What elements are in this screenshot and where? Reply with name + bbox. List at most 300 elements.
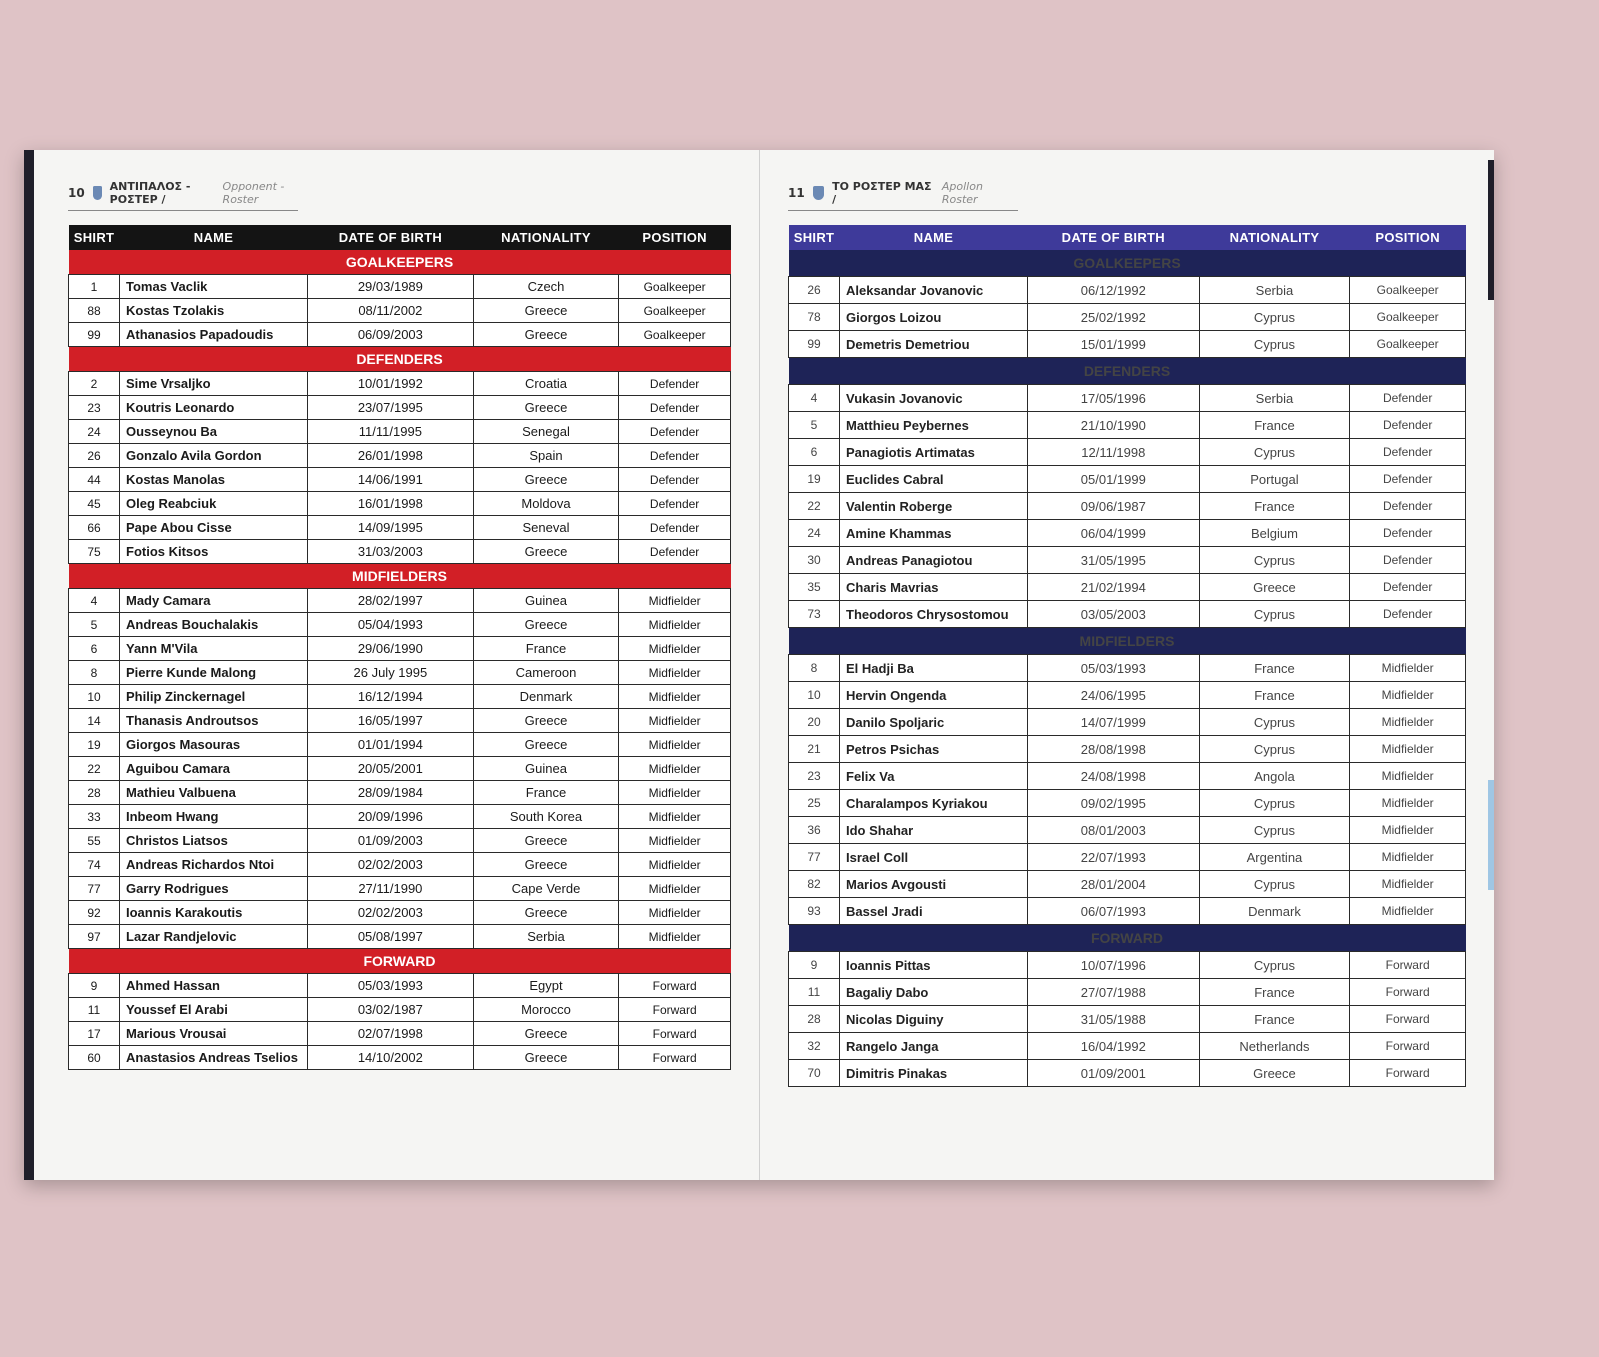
nationality-cell: Greece [473,299,618,323]
table-row [69,589,731,613]
shirt-cell: 22 [789,493,840,520]
position-cell: Defender [619,444,731,468]
page-title-english: Apollon Roster [941,180,983,206]
name-cell: El Hadji Ba [840,655,1028,682]
table-row [69,781,731,805]
right-page [759,150,1494,1180]
shirt-cell: 73 [789,601,840,628]
position-cell: Midfielder [1350,790,1466,817]
name-cell: Amine Khammas [840,520,1028,547]
dob-cell: 14/09/1995 [308,516,474,540]
shirt-cell: 92 [69,901,120,925]
shirt-cell: 35 [789,574,840,601]
position-cell: Forward [1350,1006,1466,1033]
page-number: 11 [788,186,805,200]
shirt-cell: 74 [69,853,120,877]
name-cell: Ido Shahar [840,817,1028,844]
name-cell: Panagiotis Artimatas [840,439,1028,466]
dob-cell: 14/06/1991 [308,468,474,492]
name-cell: Felix Va [840,763,1028,790]
name-cell: Inbeom Hwang [120,805,308,829]
name-cell: Andreas Panagiotou [840,547,1028,574]
table-row [789,1033,1466,1060]
name-cell: Koutris Leonardo [120,396,308,420]
dob-cell: 26/01/1998 [308,444,474,468]
table-row [789,763,1466,790]
name-cell: Pape Abou Cisse [120,516,308,540]
nationality-cell: Cyprus [1199,601,1350,628]
dob-cell: 20/05/2001 [308,757,474,781]
name-cell: Giorgos Masouras [120,733,308,757]
header-row [69,225,731,250]
shirt-cell: 77 [69,877,120,901]
table-row [69,661,731,685]
name-cell: Anastasios Andreas Tselios [120,1046,308,1070]
dob-cell: 01/09/2003 [308,829,474,853]
name-cell: Tomas Vaclik [120,275,308,299]
shirt-cell: 32 [789,1033,840,1060]
nationality-cell: Morocco [473,998,618,1022]
position-cell: Defender [1350,412,1466,439]
shirt-cell: 25 [789,790,840,817]
shirt-cell: 9 [789,952,840,979]
nationality-cell: Senegal [473,420,618,444]
name-cell: Valentin Roberge [840,493,1028,520]
position-cell: Midfielder [619,733,731,757]
page-header [68,180,298,211]
dob-cell: 26 July 1995 [308,661,474,685]
shirt-cell: 33 [69,805,120,829]
name-cell: Aguibou Camara [120,757,308,781]
page-title-greek: ΑΝΤΙΠΑΛΟΣ - ΡΟΣΤΕΡ / [109,180,191,206]
table-row [69,396,731,420]
shirt-cell: 26 [789,277,840,304]
dob-cell: 25/02/1992 [1028,304,1200,331]
position-cell: Midfielder [1350,682,1466,709]
position-cell: Defender [1350,493,1466,520]
nationality-cell: Cyprus [1199,547,1350,574]
nationality-cell: Greece [473,901,618,925]
dob-cell: 03/02/1987 [308,998,474,1022]
shirt-cell: 10 [69,685,120,709]
shirt-cell: 11 [789,979,840,1006]
position-cell: Defender [619,468,731,492]
column-header-nationality: NATIONALITY [473,225,618,250]
position-cell: Midfielder [1350,709,1466,736]
dob-cell: 14/10/2002 [308,1046,474,1070]
table-row [789,817,1466,844]
shirt-cell: 10 [789,682,840,709]
shirt-cell: 55 [69,829,120,853]
name-cell: Demetris Demetriou [840,331,1028,358]
name-cell: Ioannis Pittas [840,952,1028,979]
nationality-cell: Guinea [473,757,618,781]
table-row [789,709,1466,736]
name-cell: Bagaliy Dabo [840,979,1028,1006]
dob-cell: 21/02/1994 [1028,574,1200,601]
dob-cell: 10/07/1996 [1028,952,1200,979]
column-header-position: POSITION [1350,225,1466,250]
page-title-greek: ΤΟ ΡΟΣΤΕΡ ΜΑΣ / [832,180,932,206]
position-cell: Goalkeeper [1350,331,1466,358]
table-row [789,736,1466,763]
nationality-cell: Greece [473,829,618,853]
table-row [69,1046,731,1070]
dob-cell: 01/09/2001 [1028,1060,1200,1087]
table-row [69,733,731,757]
name-cell: Thanasis Androutsos [120,709,308,733]
group-row [69,250,731,275]
table-row [789,790,1466,817]
shirt-cell: 21 [789,736,840,763]
edge-tab [1488,160,1494,300]
club-crest-icon [93,186,102,200]
shirt-cell: 60 [69,1046,120,1070]
name-cell: Danilo Spoljaric [840,709,1028,736]
position-cell: Midfielder [619,709,731,733]
table-row [789,304,1466,331]
dob-cell: 16/04/1992 [1028,1033,1200,1060]
shirt-cell: 24 [789,520,840,547]
group-label: MIDFIELDERS [789,628,1466,655]
dob-cell: 06/12/1992 [1028,277,1200,304]
nationality-cell: Denmark [473,685,618,709]
dob-cell: 16/05/1997 [308,709,474,733]
nationality-cell: Cape Verde [473,877,618,901]
table-row [789,1060,1466,1087]
shirt-cell: 8 [69,661,120,685]
roster-table [788,225,1466,1087]
position-cell: Defender [1350,601,1466,628]
name-cell: Nicolas Diguiny [840,1006,1028,1033]
nationality-cell: Greece [473,853,618,877]
header-row [789,225,1466,250]
nationality-cell: Seneval [473,516,618,540]
nationality-cell: Egypt [473,974,618,998]
dob-cell: 08/01/2003 [1028,817,1200,844]
nationality-cell: Greece [473,468,618,492]
table-row [69,444,731,468]
dob-cell: 23/07/1995 [308,396,474,420]
nationality-cell: Greece [473,613,618,637]
nationality-cell: Portugal [1199,466,1350,493]
dob-cell: 24/06/1995 [1028,682,1200,709]
shirt-cell: 45 [69,492,120,516]
dob-cell: 28/02/1997 [308,589,474,613]
shirt-cell: 36 [789,817,840,844]
dob-cell: 27/11/1990 [308,877,474,901]
name-cell: Garry Rodrigues [120,877,308,901]
position-cell: Forward [619,974,731,998]
nationality-cell: South Korea [473,805,618,829]
page-number: 10 [68,186,85,200]
dob-cell: 22/07/1993 [1028,844,1200,871]
shirt-cell: 5 [69,613,120,637]
nationality-cell: Cyprus [1199,439,1350,466]
name-cell: Andreas Richardos Ntoi [120,853,308,877]
column-header-position: POSITION [619,225,731,250]
position-cell: Defender [1350,439,1466,466]
position-cell: Defender [1350,466,1466,493]
table-row [789,871,1466,898]
table-row [69,998,731,1022]
dob-cell: 14/07/1999 [1028,709,1200,736]
group-row [69,949,731,974]
shirt-cell: 66 [69,516,120,540]
dob-cell: 05/08/1997 [308,925,474,949]
nationality-cell: Denmark [1199,898,1350,925]
position-cell: Defender [619,396,731,420]
shirt-cell: 99 [69,323,120,347]
table-row [69,372,731,396]
table-row [789,655,1466,682]
table-row [69,974,731,998]
dob-cell: 06/07/1993 [1028,898,1200,925]
nationality-cell: France [1199,493,1350,520]
position-cell: Midfielder [619,685,731,709]
dob-cell: 16/01/1998 [308,492,474,516]
nationality-cell: Greece [473,540,618,564]
name-cell: Mady Camara [120,589,308,613]
table-row [69,420,731,444]
table-row [69,275,731,299]
shirt-cell: 22 [69,757,120,781]
position-cell: Defender [619,492,731,516]
dob-cell: 12/11/1998 [1028,439,1200,466]
table-row [69,540,731,564]
name-cell: Aleksandar Jovanovic [840,277,1028,304]
position-cell: Forward [1350,1033,1466,1060]
shirt-cell: 4 [69,589,120,613]
shirt-cell: 44 [69,468,120,492]
table-row [69,853,731,877]
dob-cell: 09/02/1995 [1028,790,1200,817]
shirt-cell: 9 [69,974,120,998]
position-cell: Midfielder [619,853,731,877]
roster-table [68,225,731,1070]
position-cell: Defender [1350,385,1466,412]
nationality-cell: Serbia [1199,385,1350,412]
shirt-cell: 23 [69,396,120,420]
dob-cell: 05/03/1993 [308,974,474,998]
column-header-date-of-birth: DATE OF BIRTH [1028,225,1200,250]
dob-cell: 16/12/1994 [308,685,474,709]
name-cell: Matthieu Peybernes [840,412,1028,439]
shirt-cell: 4 [789,385,840,412]
position-cell: Defender [619,516,731,540]
name-cell: Theodoros Chrysostomou [840,601,1028,628]
dob-cell: 24/08/1998 [1028,763,1200,790]
group-label: DEFENDERS [789,358,1466,385]
group-row [69,347,731,372]
shirt-cell: 99 [789,331,840,358]
dob-cell: 06/09/2003 [308,323,474,347]
dob-cell: 31/05/1988 [1028,1006,1200,1033]
nationality-cell: Cyprus [1199,817,1350,844]
name-cell: Philip Zinckernagel [120,685,308,709]
name-cell: Sime Vrsaljko [120,372,308,396]
table-row [789,466,1466,493]
nationality-cell: Czech [473,275,618,299]
shirt-cell: 24 [69,420,120,444]
position-cell: Midfielder [1350,655,1466,682]
column-header-shirt: SHIRT [69,225,120,250]
nationality-cell: Greece [473,733,618,757]
shirt-cell: 78 [789,304,840,331]
nationality-cell: Cyprus [1199,304,1350,331]
name-cell: Dimitris Pinakas [840,1060,1028,1087]
page-title-english: Opponent - Roster [222,180,285,206]
nationality-cell: France [1199,682,1350,709]
shirt-cell: 70 [789,1060,840,1087]
table-row [789,412,1466,439]
name-cell: Hervin Ongenda [840,682,1028,709]
position-cell: Midfielder [1350,763,1466,790]
position-cell: Midfielder [1350,817,1466,844]
shirt-cell: 17 [69,1022,120,1046]
group-row [789,358,1466,385]
table-row [69,1022,731,1046]
nationality-cell: Greece [1199,574,1350,601]
table-row [69,323,731,347]
dob-cell: 27/07/1988 [1028,979,1200,1006]
dob-cell: 11/11/1995 [308,420,474,444]
shirt-cell: 5 [789,412,840,439]
table-row [69,299,731,323]
dob-cell: 05/03/1993 [1028,655,1200,682]
dob-cell: 28/09/1984 [308,781,474,805]
nationality-cell: Cameroon [473,661,618,685]
nationality-cell: France [1199,655,1350,682]
shirt-cell: 93 [789,898,840,925]
shirt-cell: 2 [69,372,120,396]
nationality-cell: Guinea [473,589,618,613]
nationality-cell: France [473,637,618,661]
position-cell: Forward [619,998,731,1022]
nationality-cell: Spain [473,444,618,468]
position-cell: Forward [1350,1060,1466,1087]
position-cell: Defender [1350,547,1466,574]
dob-cell: 21/10/1990 [1028,412,1200,439]
name-cell: Christos Liatsos [120,829,308,853]
nationality-cell: Greece [473,709,618,733]
position-cell: Midfielder [619,805,731,829]
name-cell: Lazar Randjelovic [120,925,308,949]
nationality-cell: Cyprus [1199,709,1350,736]
name-cell: Marious Vrousai [120,1022,308,1046]
nationality-cell: Serbia [473,925,618,949]
dob-cell: 29/06/1990 [308,637,474,661]
dob-cell: 28/08/1998 [1028,736,1200,763]
name-cell: Gonzalo Avila Gordon [120,444,308,468]
position-cell: Midfielder [619,637,731,661]
nationality-cell: Cyprus [1199,952,1350,979]
table-row [789,682,1466,709]
shirt-cell: 6 [69,637,120,661]
position-cell: Midfielder [1350,736,1466,763]
name-cell: Fotios Kitsos [120,540,308,564]
shirt-cell: 20 [789,709,840,736]
dob-cell: 05/01/1999 [1028,466,1200,493]
group-label: MIDFIELDERS [69,564,731,589]
table-row [789,547,1466,574]
nationality-cell: Argentina [1199,844,1350,871]
table-row [69,877,731,901]
table-row [789,277,1466,304]
nationality-cell: Cyprus [1199,871,1350,898]
table-row [789,601,1466,628]
table-row [789,979,1466,1006]
dob-cell: 05/04/1993 [308,613,474,637]
nationality-cell: Greece [473,323,618,347]
position-cell: Goalkeeper [619,299,731,323]
name-cell: Athanasios Papadoudis [120,323,308,347]
position-cell: Midfielder [619,829,731,853]
dob-cell: 02/07/1998 [308,1022,474,1046]
page-header [788,180,1018,211]
nationality-cell: Serbia [1199,277,1350,304]
table-row [69,637,731,661]
position-cell: Forward [1350,979,1466,1006]
dob-cell: 20/09/1996 [308,805,474,829]
nationality-cell: Belgium [1199,520,1350,547]
table-row [69,685,731,709]
shirt-cell: 23 [789,763,840,790]
name-cell: Bassel Jradi [840,898,1028,925]
shirt-cell: 26 [69,444,120,468]
table-row [789,1006,1466,1033]
group-label: GOALKEEPERS [789,250,1466,277]
dob-cell: 01/01/1994 [308,733,474,757]
position-cell: Midfielder [1350,898,1466,925]
group-label: GOALKEEPERS [69,250,731,275]
shirt-cell: 75 [69,540,120,564]
column-header-name: NAME [840,225,1028,250]
nationality-cell: France [1199,412,1350,439]
column-header-date-of-birth: DATE OF BIRTH [308,225,474,250]
position-cell: Midfielder [619,757,731,781]
table-row [789,898,1466,925]
group-row [789,628,1466,655]
name-cell: Rangelo Janga [840,1033,1028,1060]
table-row [69,925,731,949]
shirt-cell: 19 [789,466,840,493]
nationality-cell: Netherlands [1199,1033,1350,1060]
position-cell: Midfielder [1350,844,1466,871]
table-row [69,516,731,540]
group-row [789,250,1466,277]
position-cell: Defender [619,372,731,396]
dob-cell: 10/01/1992 [308,372,474,396]
table-row [789,574,1466,601]
shirt-cell: 30 [789,547,840,574]
nationality-cell: Greece [473,396,618,420]
nationality-cell: Moldova [473,492,618,516]
dob-cell: 29/03/1989 [308,275,474,299]
nationality-cell: Cyprus [1199,790,1350,817]
column-header-nationality: NATIONALITY [1199,225,1350,250]
dob-cell: 03/05/2003 [1028,601,1200,628]
name-cell: Giorgos Loizou [840,304,1028,331]
group-label: FORWARD [69,949,731,974]
position-cell: Midfielder [619,613,731,637]
nationality-cell: Greece [473,1022,618,1046]
position-cell: Midfielder [619,589,731,613]
nationality-cell: France [473,781,618,805]
left-page [24,150,759,1180]
position-cell: Forward [619,1022,731,1046]
position-cell: Defender [619,420,731,444]
